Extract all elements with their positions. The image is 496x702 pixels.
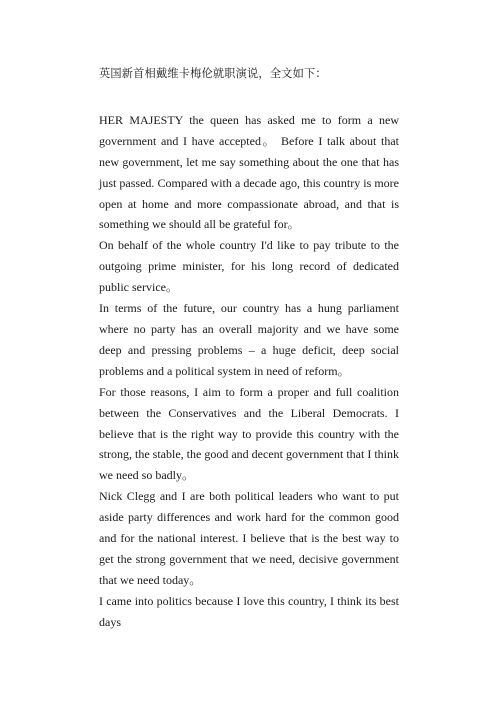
document-body — [99, 64, 399, 633]
heading-spacer — [99, 85, 399, 110]
paragraph-5: Nick Clegg and I are both political leaders who want to put aside party differences and work hard for the common good and for the national interest. I believe that is the best way to get the strong government that we need, decisive government that we need today。 — [99, 489, 399, 587]
document-heading: 英国新首相戴维卡梅伦就职演说，全文如下： — [99, 67, 327, 80]
paragraph-4: For those reasons, I aim to form a proper and full coalition between the Conservatives and the Liberal Democrats. I believe that is the right way to provide this country with the strong, the stable, the good and decent government that I think we need so badly。 — [99, 384, 399, 483]
paragraph-2: On behalf of the whole country I'd like to pay tribute to the outgoing prime minister, for his long record of dedicated public service。 — [99, 238, 399, 295]
paragraph-3: In terms of the future, our country has a hung parliament where no party has an overall majority and we have some deep and pressing problems – a huge deficit, deep social problems and a political system in need of reform。 — [99, 301, 399, 378]
paragraph-1: HER MAJESTY the queen has asked me to form a new government and I have accepted。 Before I talk about that new government, let me say something about the one that has just passed. Compared with a decade ago, this country is more open at home and more compassionate abroad, and that is something we should all be grateful for。 — [99, 112, 399, 232]
paragraph-6: I came into politics because I love this country, I think its best days — [99, 593, 399, 629]
